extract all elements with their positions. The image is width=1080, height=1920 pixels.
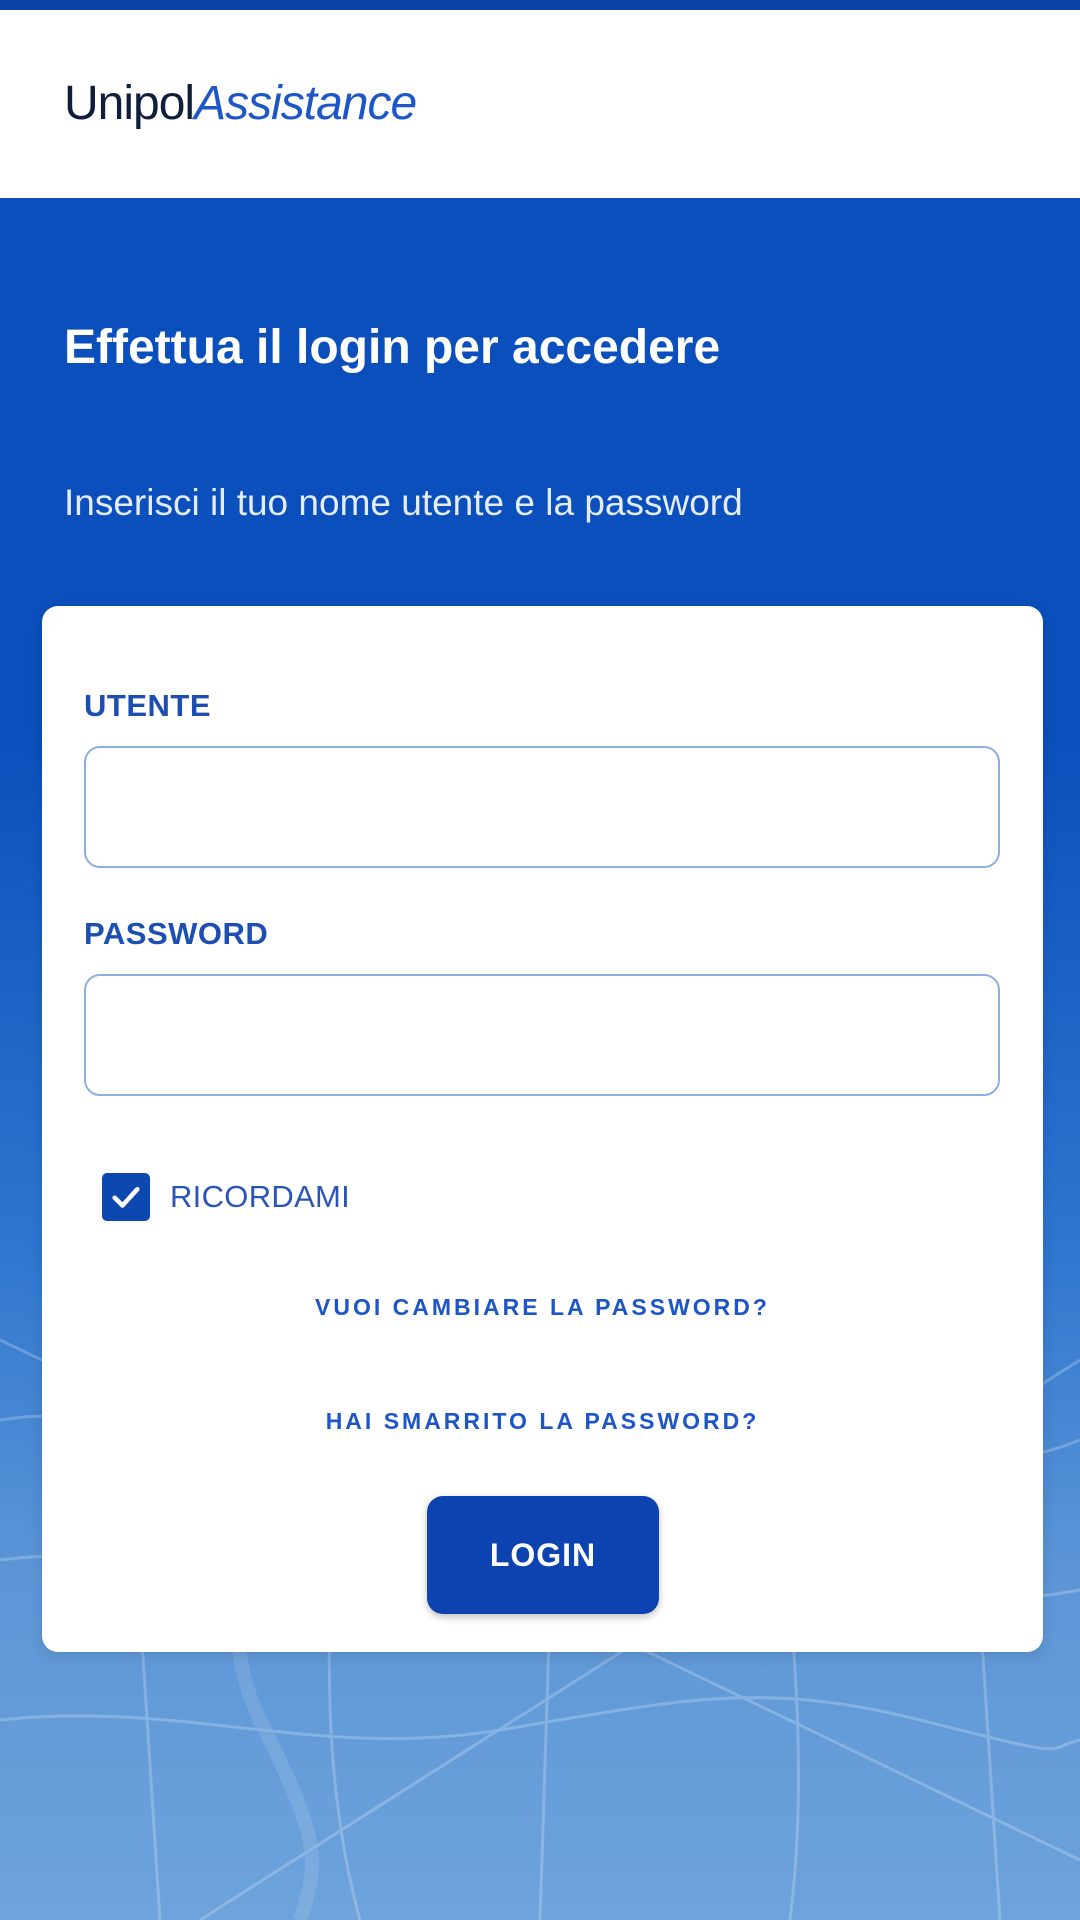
- change-password-link[interactable]: VUOI CAMBIARE LA PASSWORD?: [315, 1294, 770, 1320]
- remember-me-checkbox[interactable]: [102, 1173, 150, 1221]
- password-input[interactable]: [84, 974, 1000, 1096]
- forgot-password-link[interactable]: HAI SMARRITO LA PASSWORD?: [325, 1408, 760, 1434]
- check-icon: [109, 1180, 143, 1214]
- username-input[interactable]: [84, 746, 1000, 868]
- app-header: [0, 10, 1080, 198]
- logo-part-unipol: Unipol: [64, 77, 195, 130]
- login-button[interactable]: LOGIN: [427, 1496, 659, 1614]
- page-title: Effettua il login per accedere: [64, 321, 721, 374]
- page-subtitle: Inserisci il tuo nome utente e la password: [64, 482, 743, 523]
- top-accent-bar: [0, 0, 1080, 10]
- remember-me-label: RICORDAMI: [170, 1179, 351, 1214]
- logo-part-assistance: Assistance: [194, 77, 417, 130]
- remember-me-toggle[interactable]: [102, 1172, 350, 1222]
- username-label: UTENTE: [84, 688, 211, 723]
- password-label: PASSWORD: [84, 916, 269, 951]
- login-card: [42, 606, 1043, 1652]
- brand-logo: [64, 74, 416, 134]
